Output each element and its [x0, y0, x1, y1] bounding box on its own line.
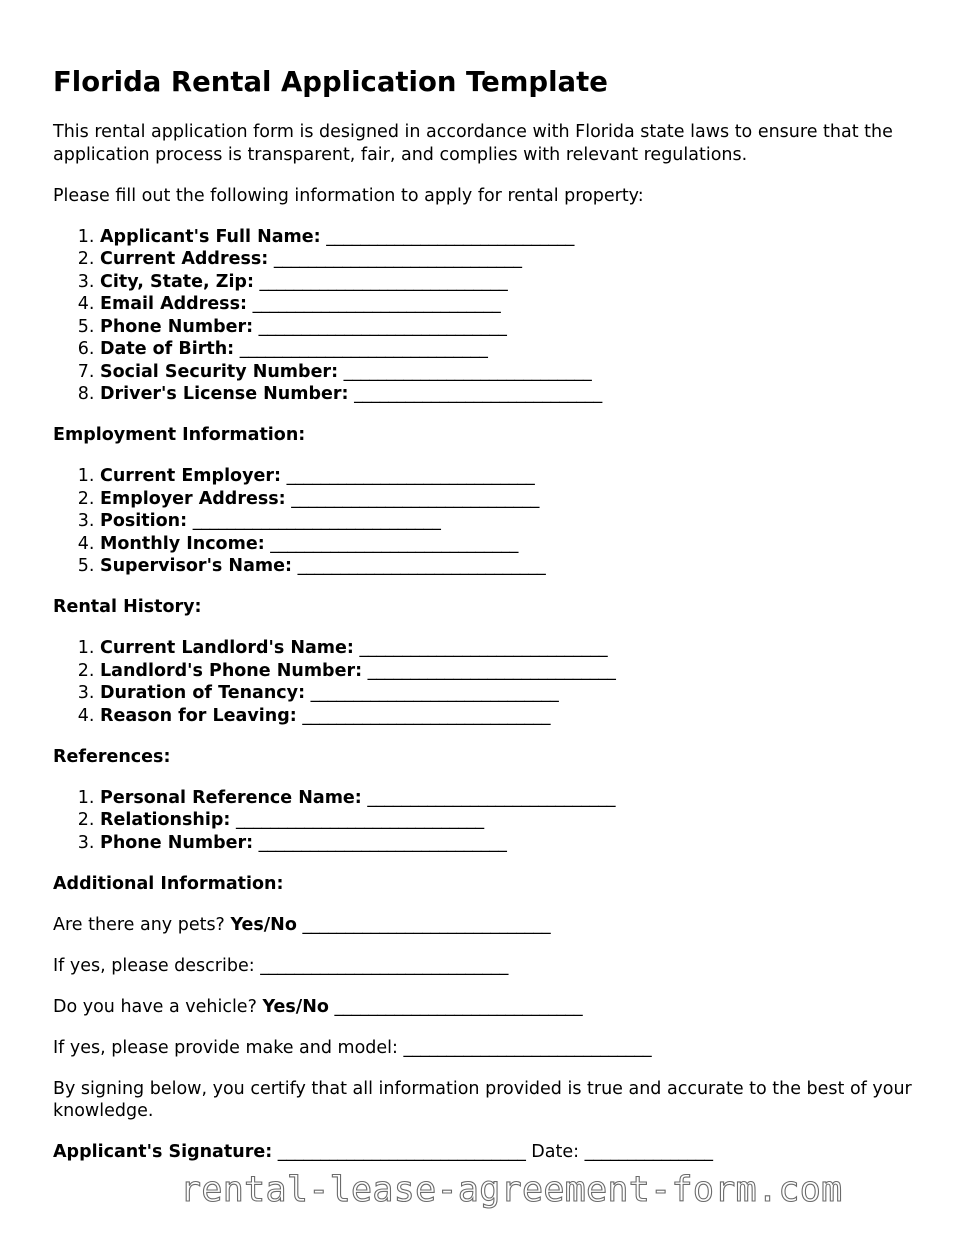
instruction-paragraph: Please fill out the following information to apply for rental property:: [53, 185, 644, 206]
list-item: [100, 660, 913, 683]
list-item: [100, 682, 913, 705]
fill-in-blank[interactable]: _____________________________: [252, 294, 501, 314]
vehicle-question: [53, 996, 913, 1019]
list-item: [100, 226, 913, 249]
additional-info-heading: Additional Information:: [53, 873, 284, 894]
field-label: Reason for Leaving:: [100, 705, 297, 726]
list-item: [100, 465, 913, 488]
references-heading: References:: [53, 746, 171, 767]
personal-info-list: [53, 226, 913, 406]
signature-label: Applicant's Signature:: [53, 1142, 273, 1162]
question-text: Do you have a vehicle?: [53, 996, 257, 1017]
fill-in-blank[interactable]: _____________________________: [258, 316, 507, 337]
fill-in-blank[interactable]: _____________________________: [273, 249, 522, 269]
field-label: Supervisor's Name:: [100, 556, 292, 576]
field-label: Current Landlord's Name:: [100, 638, 354, 658]
signature-row: [53, 1141, 913, 1164]
fill-in-blank[interactable]: _____________________________: [343, 361, 592, 382]
watermark: rental-lease-agreement-form.com: [180, 1170, 843, 1210]
fill-in-blank[interactable]: _____________________________: [403, 1037, 652, 1058]
list-item: [100, 361, 913, 384]
yes-no-label: Yes/No: [230, 914, 297, 935]
field-label: Relationship:: [100, 810, 231, 830]
vehicle-model: [53, 1037, 913, 1060]
document-page: [53, 62, 913, 1182]
document-title: Florida Rental Application Template: [53, 66, 608, 98]
field-label: Date of Birth:: [100, 339, 235, 359]
fill-in-blank[interactable]: _____________________________: [291, 488, 540, 509]
fill-in-blank[interactable]: _____________________________: [367, 660, 616, 681]
list-item: [100, 555, 913, 578]
fill-in-blank[interactable]: _____________________________: [239, 339, 488, 359]
field-label: Email Address:: [100, 294, 248, 314]
fill-in-blank[interactable]: _____________________________: [258, 832, 507, 853]
employment-heading: Employment Information:: [53, 425, 306, 445]
field-label: Position:: [100, 511, 188, 531]
field-label: Landlord's Phone Number:: [100, 660, 363, 681]
list-item: [100, 705, 913, 728]
list-item: [100, 533, 913, 556]
signature-blank[interactable]: _____________________________: [277, 1142, 526, 1162]
field-label: Driver's License Number:: [100, 384, 349, 404]
list-item: [100, 832, 913, 855]
list-item: [100, 248, 913, 271]
pets-question: [53, 914, 913, 937]
field-label: Phone Number:: [100, 316, 254, 337]
fill-in-blank[interactable]: _____________________________: [260, 955, 509, 976]
fill-in-blank[interactable]: _____________________________: [192, 511, 441, 531]
rental-history-list: [53, 637, 913, 727]
field-label: Applicant's Full Name:: [100, 226, 321, 247]
list-item: [100, 787, 913, 810]
question-text: Are there any pets?: [53, 914, 225, 935]
fill-in-blank[interactable]: _____________________________: [302, 705, 551, 726]
fill-in-blank[interactable]: _____________________________: [302, 914, 551, 935]
list-item: [100, 338, 913, 361]
list-item: [100, 271, 913, 294]
list-item: [100, 809, 913, 832]
question-text: If yes, please provide make and model:: [53, 1037, 398, 1058]
field-label: Social Security Number:: [100, 361, 339, 382]
list-item: [100, 293, 913, 316]
field-label: Personal Reference Name:: [100, 787, 362, 808]
list-item: [100, 383, 913, 406]
fill-in-blank[interactable]: _____________________________: [359, 638, 608, 658]
fill-in-blank[interactable]: _____________________________: [310, 683, 559, 703]
references-list: [53, 787, 913, 855]
fill-in-blank[interactable]: _____________________________: [354, 384, 603, 404]
list-item: [100, 637, 913, 660]
field-label: Phone Number:: [100, 832, 254, 853]
fill-in-blank[interactable]: _____________________________: [270, 533, 519, 554]
list-item: [100, 510, 913, 533]
date-label: Date:: [531, 1142, 580, 1162]
field-label: Employer Address:: [100, 488, 286, 509]
date-blank[interactable]: _______________: [584, 1142, 713, 1162]
fill-in-blank[interactable]: _____________________________: [235, 810, 484, 830]
field-label: Current Address:: [100, 249, 269, 269]
employment-list: [53, 465, 913, 578]
fill-in-blank[interactable]: _____________________________: [259, 271, 508, 292]
field-label: Current Employer:: [100, 466, 281, 486]
fill-in-blank[interactable]: _____________________________: [297, 556, 546, 576]
yes-no-label: Yes/No: [262, 996, 329, 1017]
list-item: [100, 316, 913, 339]
field-label: City, State, Zip:: [100, 271, 254, 292]
fill-in-blank[interactable]: _____________________________: [367, 787, 616, 808]
certify-paragraph: By signing below, you certify that all information provided is true and accurate to the best of your knowledge.: [53, 1078, 912, 1121]
intro-paragraph: This rental application form is designed in accordance with Florida state laws to ensure that the application process is transparent, fair, and complies with relevant regulations.: [53, 122, 893, 165]
fill-in-blank[interactable]: _____________________________: [286, 466, 535, 486]
fill-in-blank[interactable]: _____________________________: [326, 226, 575, 247]
rental-history-heading: Rental History:: [53, 597, 202, 617]
pets-describe: [53, 955, 913, 978]
fill-in-blank[interactable]: _____________________________: [334, 996, 583, 1017]
field-label: Duration of Tenancy:: [100, 683, 306, 703]
list-item: [100, 488, 913, 511]
field-label: Monthly Income:: [100, 533, 265, 554]
question-text: If yes, please describe:: [53, 955, 255, 976]
